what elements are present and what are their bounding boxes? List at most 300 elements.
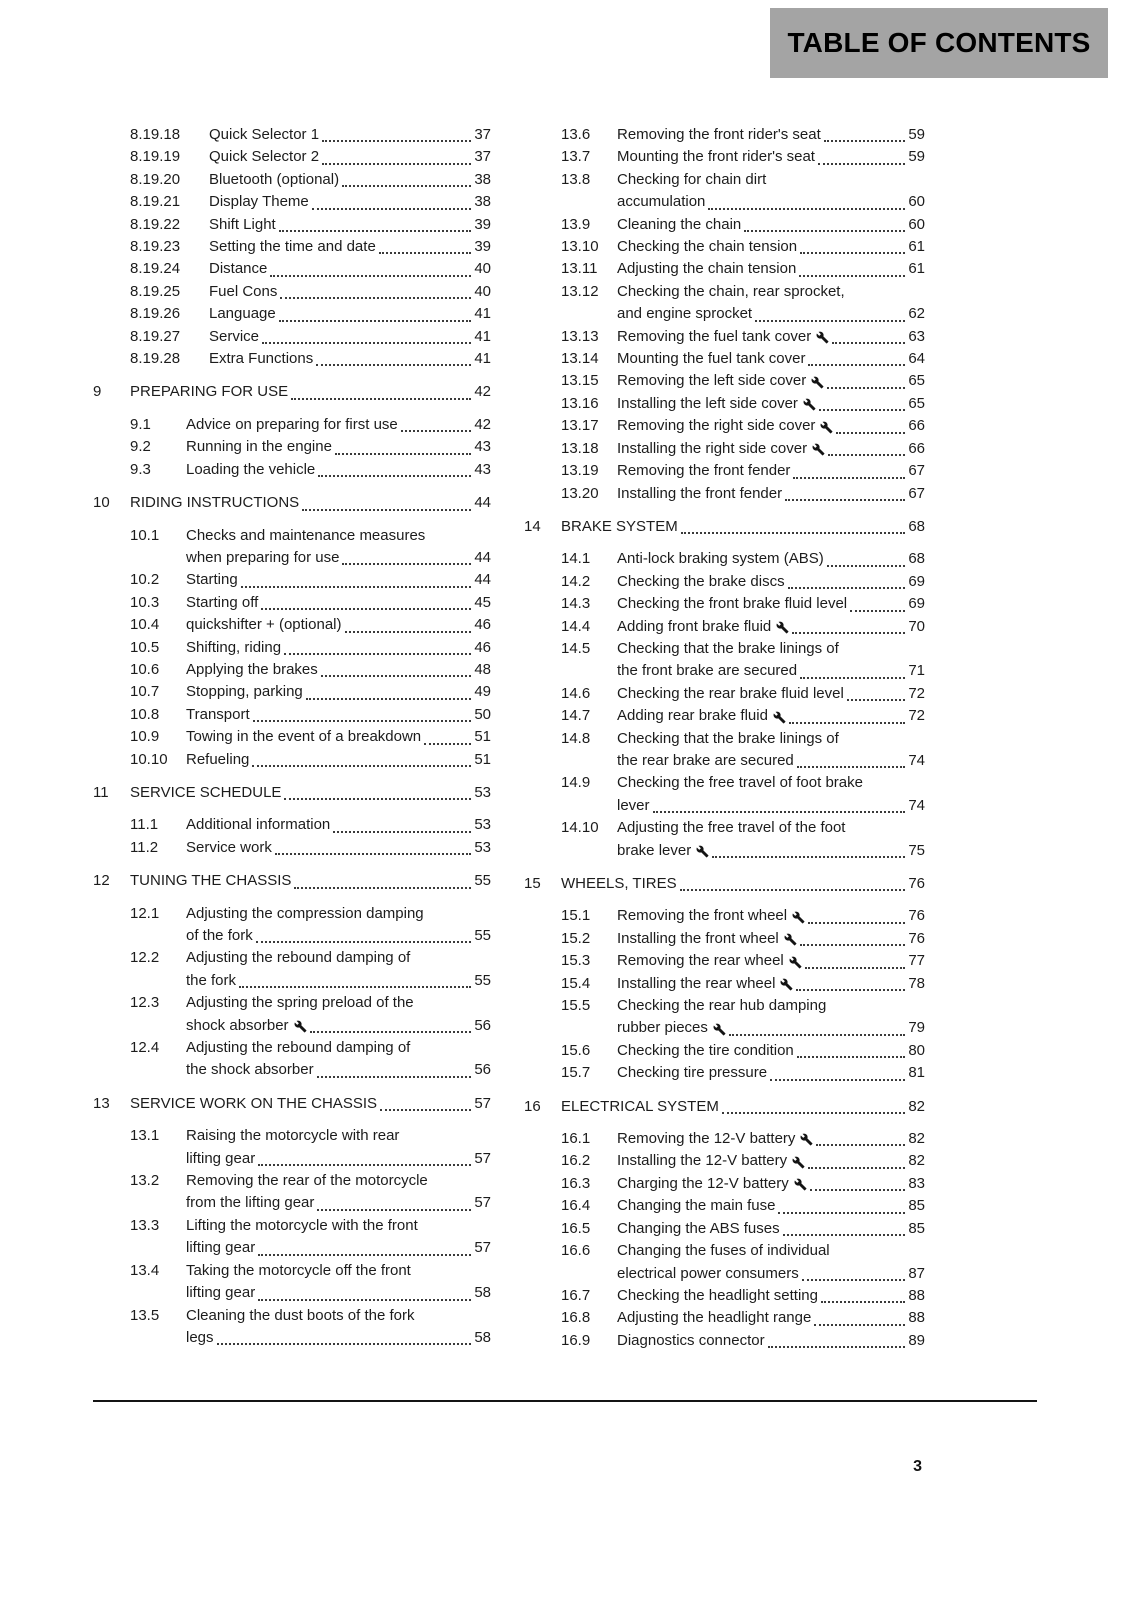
entry-title-text: Bluetooth (optional) (209, 170, 340, 188)
entry-number: 8.19.26 (130, 305, 181, 323)
entry-page-number: 43 (474, 438, 491, 456)
leader-dots (279, 303, 472, 321)
entry-title-block (617, 817, 925, 862)
entry-title-line (617, 348, 925, 370)
entry-title-text: Adjusting the chain tension (617, 260, 797, 278)
entry-title-line (617, 1062, 925, 1084)
toc-section-entry (561, 1330, 925, 1352)
entry-title-block (617, 1128, 925, 1150)
entry-title-line (186, 1305, 491, 1327)
wrench-icon (811, 376, 824, 389)
leader-dots (778, 1195, 905, 1213)
entry-number: 16.8 (561, 1309, 591, 1327)
toc-section-entry (130, 726, 491, 748)
toc-section-entry (130, 214, 491, 236)
entry-title-line (617, 750, 925, 772)
toc-section-entry (130, 326, 491, 348)
toc-section-entry (561, 1173, 925, 1195)
entry-page-number: 66 (908, 417, 925, 435)
entry-title-text: Checking tire pressure (617, 1064, 768, 1082)
entry-title-text: Towing in the event of a breakdown (186, 728, 422, 746)
entry-number: 10.3 (130, 593, 160, 611)
entry-title-line (617, 1195, 925, 1217)
entry-number: 13.19 (561, 462, 599, 480)
entry-number: 8.19.18 (130, 126, 181, 143)
entry-number: 8.19.22 (130, 215, 181, 233)
entry-page-number: 38 (474, 193, 491, 211)
entry-number: 15 (524, 875, 541, 892)
entry-title-block (186, 992, 491, 1037)
entry-number: 16.3 (561, 1174, 591, 1192)
toc-section-entry (130, 258, 491, 280)
entry-title-text: Applying the brakes (186, 660, 318, 678)
entry-page-number: 42 (474, 415, 491, 433)
entry-title-line (617, 169, 925, 191)
entry-page-number: 48 (474, 660, 491, 678)
toc-section-entry (130, 236, 491, 258)
entry-title-text: Fuel Cons (209, 282, 278, 300)
entry-title-text: Checking the chain, rear sprocket, (617, 282, 845, 300)
entry-title-text: Quick Selector 1 (209, 126, 320, 143)
entry-page-number: 67 (908, 484, 925, 502)
entry-page-number: 40 (474, 282, 491, 300)
entry-title-text: rubber pieces (617, 1019, 708, 1037)
entry-number: 13.11 (561, 260, 598, 278)
entry-page-number: 66 (908, 439, 925, 457)
leader-dots (744, 214, 905, 232)
entry-number: 14.3 (561, 595, 591, 613)
entry-title-line (186, 547, 491, 569)
entry-page-number: 42 (474, 383, 491, 401)
entry-title-text: Starting (186, 571, 238, 589)
entry-page-number: 46 (474, 638, 491, 656)
wrench-icon (784, 933, 797, 946)
entry-number: 12.4 (130, 1039, 160, 1057)
entry-title-line (186, 970, 491, 992)
entry-title-line (186, 903, 491, 925)
entry-page-number: 68 (908, 550, 925, 568)
entry-title-line (186, 436, 491, 458)
leader-dots (253, 704, 472, 722)
entry-title-text: PREPARING FOR USE (130, 383, 289, 401)
entry-title-line (617, 258, 925, 280)
entry-title-text: Installing the 12-V battery (617, 1152, 788, 1170)
entry-page-number: 65 (908, 394, 925, 412)
leader-dots (827, 370, 905, 388)
entry-title-line (186, 925, 491, 947)
entry-title-text: Taking the motorcycle off the front (186, 1261, 411, 1279)
entry-page-number: 81 (908, 1064, 925, 1082)
entry-title-line (617, 438, 925, 460)
toc-section-entry (561, 393, 925, 415)
entry-number: 13.14 (561, 350, 599, 368)
entry-number: 15.2 (561, 929, 591, 947)
entry-title-block (617, 728, 925, 773)
entry-number: 16.7 (561, 1286, 591, 1304)
entry-title-text: Removing the left side cover (617, 372, 807, 390)
entry-page-number: 53 (474, 838, 491, 856)
entry-title-text: TUNING THE CHASSIS (130, 872, 292, 890)
entry-page-number: 85 (908, 1197, 925, 1215)
entry-title-block (617, 1195, 925, 1217)
entry-title-block (186, 903, 491, 948)
entry-number: 14.6 (561, 684, 591, 702)
leader-dots (380, 1093, 471, 1111)
entry-title-line (617, 1128, 925, 1150)
entry-title-line (186, 1215, 491, 1237)
toc-section-entry (561, 905, 925, 927)
entry-title-block (130, 492, 491, 514)
leader-dots (424, 726, 471, 744)
entry-title-text: brake lever (617, 841, 692, 859)
entry-number: 10 (93, 494, 110, 512)
entry-number: 11.1 (130, 816, 159, 834)
entry-title-line (617, 705, 925, 727)
entry-title-line (209, 191, 491, 213)
entry-page-number: 57 (474, 1239, 491, 1257)
entry-title-text: Adjusting the rebound damping of (186, 949, 411, 967)
entry-page-number: 59 (908, 148, 925, 166)
entry-page-number: 72 (908, 684, 925, 702)
entry-number: 13.4 (130, 1261, 160, 1279)
entry-title-block (209, 258, 491, 280)
toc-section-entry (561, 683, 925, 705)
leader-dots (317, 1059, 472, 1077)
entry-title-line (617, 817, 925, 839)
entry-number: 14.10 (561, 819, 599, 837)
entry-number: 9.3 (130, 460, 151, 478)
entry-title-line (561, 1096, 925, 1118)
leader-dots (217, 1327, 472, 1345)
toc-section-entry (130, 681, 491, 703)
entry-page-number: 56 (474, 1061, 491, 1079)
entry-title-text: Checking the brake discs (617, 572, 785, 590)
entry-page-number: 70 (908, 617, 925, 635)
toc-section-entry (561, 348, 925, 370)
toc-section-entry (561, 236, 925, 258)
entry-title-line (130, 782, 491, 804)
entry-number: 9.1 (130, 415, 151, 433)
leader-dots (799, 258, 905, 276)
entry-title-text: Diagnostics connector (617, 1331, 765, 1349)
entry-title-line (186, 1192, 491, 1214)
entry-number: 16 (524, 1097, 541, 1115)
entry-page-number: 68 (908, 517, 925, 535)
entry-title-block (617, 281, 925, 326)
entry-title-text: Adding front brake fluid (617, 617, 772, 635)
toc-section-entry (561, 460, 925, 482)
entry-title-text: Installing the rear wheel (617, 974, 776, 992)
leader-dots (321, 659, 472, 677)
entry-page-number: 63 (908, 327, 925, 345)
entry-title-line (186, 726, 491, 748)
wrench-icon (294, 1020, 307, 1033)
entry-number: 13.12 (561, 282, 599, 300)
entry-page-number: 39 (474, 238, 491, 256)
toc-section-entry (130, 436, 491, 458)
entry-title-line (617, 795, 925, 817)
entry-number: 13.10 (561, 238, 599, 256)
leader-dots (722, 1096, 905, 1114)
entry-title-block (186, 704, 491, 726)
entry-number: 15.7 (561, 1064, 591, 1082)
toc-section-entry (561, 1128, 925, 1150)
entry-title-text: Additional information (186, 816, 331, 834)
entry-page-number: 41 (474, 350, 491, 368)
wrench-icon (780, 978, 793, 991)
entry-title-text: Removing the front wheel (617, 907, 788, 925)
leader-dots (258, 1148, 471, 1166)
leader-dots (280, 281, 471, 299)
entry-title-line (617, 548, 925, 570)
entry-title-line (186, 1327, 491, 1349)
entry-title-line (617, 1040, 925, 1062)
entry-number: 9.2 (130, 438, 151, 456)
entry-title-text: shock absorber (186, 1016, 289, 1034)
leader-dots (310, 1015, 472, 1033)
entry-title-line (186, 1282, 491, 1304)
entry-title-block (617, 236, 925, 258)
entry-title-block (617, 483, 925, 505)
entry-page-number: 46 (474, 616, 491, 634)
entry-number: 14.4 (561, 617, 591, 635)
entry-number: 16.5 (561, 1219, 591, 1237)
wrench-icon (776, 621, 789, 634)
entry-title-text: Quick Selector 2 (209, 148, 320, 166)
entry-page-number: 79 (908, 1019, 925, 1037)
toc-section-entry (561, 258, 925, 280)
entry-title-text: Adjusting the rebound damping of (186, 1039, 411, 1057)
toc-section-entry (130, 903, 491, 948)
leader-dots (317, 1192, 471, 1210)
entry-title-block (617, 1285, 925, 1307)
leader-dots (345, 614, 472, 632)
toc-section-entry (130, 281, 491, 303)
entry-title-text: and engine sprocket (617, 305, 753, 323)
leader-dots (818, 146, 905, 164)
entry-number: 13.1 (130, 1127, 160, 1145)
entry-title-line (617, 191, 925, 213)
entry-page-number: 74 (908, 751, 925, 769)
leader-dots (832, 326, 905, 344)
entry-title-line (617, 370, 925, 392)
entry-title-text: Loading the vehicle (186, 460, 316, 478)
entry-page-number: 74 (908, 796, 925, 814)
leader-dots (258, 1237, 471, 1255)
entry-title-text: the front brake are secured (617, 662, 798, 680)
entry-title-text: Advice on preparing for first use (186, 415, 398, 433)
entry-title-line (186, 1059, 491, 1081)
entry-title-block (617, 928, 925, 950)
leader-dots (258, 1282, 471, 1300)
toc-section-entry (561, 483, 925, 505)
entry-title-line (561, 873, 925, 895)
leader-dots (810, 1173, 906, 1191)
entry-title-block (617, 460, 925, 482)
entry-number: 16.4 (561, 1197, 591, 1215)
leader-dots (800, 928, 906, 946)
entry-page-number: 60 (908, 215, 925, 233)
entry-title-block (617, 1330, 925, 1352)
entry-title-text: Removing the fuel tank cover (617, 327, 812, 345)
entry-number: 15.5 (561, 997, 591, 1015)
entry-title-line (617, 483, 925, 505)
entry-title-text: Lifting the motorcycle with the front (186, 1216, 418, 1234)
entry-title-line (617, 683, 925, 705)
entry-page-number: 43 (474, 460, 491, 478)
entry-title-text: Removing the 12-V battery (617, 1130, 796, 1148)
entry-title-text: Starting off (186, 593, 259, 611)
leader-dots (302, 492, 471, 510)
entry-page-number: 78 (908, 974, 925, 992)
toc-column (93, 124, 491, 1349)
toc-chapter-entry (524, 873, 925, 895)
entry-page-number: 61 (908, 238, 925, 256)
entry-number: 10.4 (130, 616, 160, 634)
entry-title-line (617, 326, 925, 348)
entry-number: 14.8 (561, 729, 591, 747)
entry-number: 16.6 (561, 1242, 591, 1260)
page-title: TABLE OF CONTENTS (787, 27, 1091, 58)
entry-title-block (130, 1093, 491, 1115)
leader-dots (788, 571, 906, 589)
entry-title-text: Checking the front brake fluid level (617, 595, 848, 613)
entry-page-number: 89 (908, 1331, 925, 1349)
entry-title-block (617, 1240, 925, 1285)
entry-page-number: 55 (474, 971, 491, 989)
entry-title-text: electrical power consumers (617, 1264, 799, 1282)
entry-number: 9 (93, 383, 102, 401)
entry-title-block (209, 326, 491, 348)
entry-number: 14.5 (561, 639, 591, 657)
entry-title-text: RIDING INSTRUCTIONS (130, 494, 300, 512)
leader-dots (316, 348, 471, 366)
entry-title-text: Installing the front fender (617, 484, 783, 502)
entry-page-number: 38 (474, 170, 491, 188)
leader-dots (284, 637, 471, 655)
wrench-icon (696, 845, 709, 858)
entry-title-text: Stopping, parking (186, 683, 303, 701)
entry-title-line (209, 169, 491, 191)
leader-dots (712, 840, 905, 858)
entry-title-line (186, 1170, 491, 1192)
entry-number: 13.20 (561, 484, 599, 502)
toc-section-entry (561, 548, 925, 570)
entry-number: 13.6 (561, 126, 591, 143)
entry-number: 13.5 (130, 1306, 160, 1324)
entry-title-line (617, 1330, 925, 1352)
entry-title-block (617, 1062, 925, 1084)
leader-dots (808, 348, 905, 366)
entry-number: 13.7 (561, 148, 591, 166)
entry-page-number: 76 (908, 907, 925, 925)
toc-section-entry (561, 571, 925, 593)
entry-title-block (617, 214, 925, 236)
toc-section-entry (561, 995, 925, 1040)
leader-dots (797, 750, 906, 768)
entry-title-text: Extra Functions (209, 350, 314, 368)
entry-title-line (617, 1285, 925, 1307)
entry-title-line (617, 593, 925, 615)
entry-title-block (617, 705, 925, 727)
entry-page-number: 83 (908, 1174, 925, 1192)
entry-title-text: SERVICE WORK ON THE CHASSIS (130, 1094, 377, 1112)
entry-page-number: 80 (908, 1041, 925, 1059)
entry-title-block (209, 303, 491, 325)
toc-chapter-entry (93, 492, 491, 514)
entry-page-number: 76 (908, 875, 925, 892)
entry-page-number: 37 (474, 148, 491, 166)
entry-title-line (209, 236, 491, 258)
leader-dots (808, 1150, 905, 1168)
entry-title-block (617, 146, 925, 168)
entry-page-number: 71 (908, 662, 925, 680)
entry-page-number: 75 (908, 841, 925, 859)
toc-section-entry (561, 438, 925, 460)
entry-number: 14.9 (561, 774, 591, 792)
toc-section-entry (561, 1240, 925, 1285)
entry-number: 12.3 (130, 994, 160, 1012)
entry-title-text: Running in the engine (186, 438, 332, 456)
entry-number: 13.9 (561, 215, 591, 233)
wrench-icon (773, 711, 786, 724)
entry-page-number: 85 (908, 1219, 925, 1237)
entry-title-line (186, 681, 491, 703)
entry-title-text: Refueling (186, 750, 250, 768)
entry-title-block (130, 381, 491, 403)
entry-number: 16.9 (561, 1331, 591, 1349)
leader-dots (270, 258, 471, 276)
entry-title-block (617, 772, 925, 817)
toc-section-entry (130, 569, 491, 591)
entry-number: 14.7 (561, 707, 591, 725)
toc-section-entry (561, 281, 925, 326)
entry-title-text: Checking the headlight setting (617, 1286, 818, 1304)
entry-title-block (561, 1096, 925, 1118)
entry-number: 14 (524, 517, 541, 535)
entry-page-number: 72 (908, 707, 925, 725)
leader-dots (768, 1330, 906, 1348)
entry-title-line (186, 569, 491, 591)
entry-title-line (617, 1150, 925, 1172)
toc-section-entry (561, 124, 925, 146)
entry-title-block (617, 258, 925, 280)
entry-title-line (617, 728, 925, 750)
entry-title-text: the rear brake are secured (617, 751, 794, 769)
entry-title-text: legs (186, 1328, 214, 1346)
entry-number: 13 (93, 1094, 110, 1112)
toc-section-entry (130, 659, 491, 681)
toc-section-entry (561, 728, 925, 773)
entry-number: 11.2 (130, 838, 159, 856)
entry-title-text: Mounting the front rider's seat (617, 148, 815, 166)
entry-page-number: 39 (474, 215, 491, 233)
entry-title-block (186, 726, 491, 748)
entry-title-line (617, 124, 925, 146)
entry-title-line (617, 638, 925, 660)
entry-page-number: 67 (908, 462, 925, 480)
entry-title-line (186, 414, 491, 436)
entry-title-line (617, 1263, 925, 1285)
entry-number: 8.19.20 (130, 170, 181, 188)
entry-title-text: Shift Light (209, 215, 276, 233)
leader-dots (802, 1263, 906, 1281)
entry-title-block (617, 1307, 925, 1329)
entry-page-number: 88 (908, 1309, 925, 1327)
leader-dots (275, 837, 471, 855)
entry-title-text: Installing the front wheel (617, 929, 779, 947)
entry-title-line (186, 1148, 491, 1170)
